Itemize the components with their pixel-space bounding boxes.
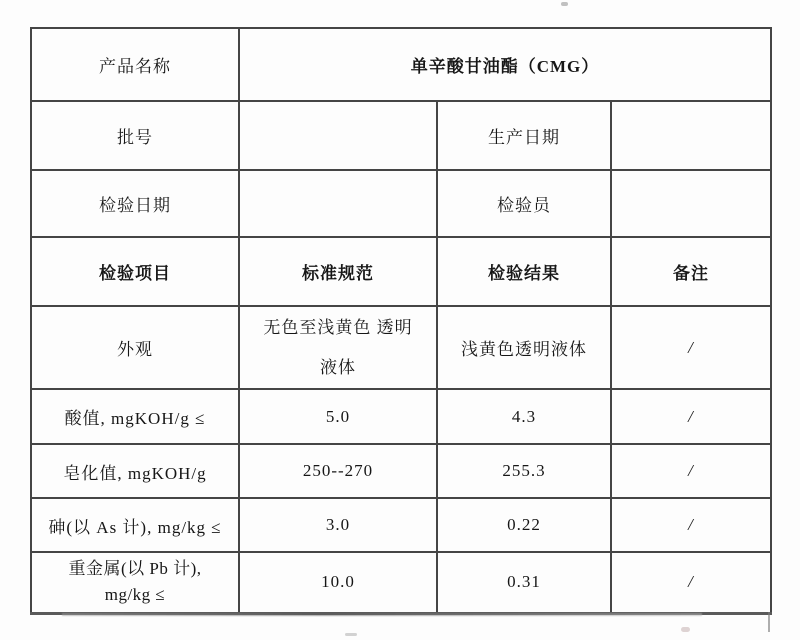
arsenic-remark: /	[611, 498, 771, 552]
acid-value-item: 酸值, mgKOH/g ≤	[31, 389, 239, 444]
saponification-item: 皂化值, mgKOH/g	[31, 444, 239, 498]
table-row-appearance	[31, 306, 771, 389]
heavy-metal-remark: /	[611, 552, 771, 613]
saponification-remark: /	[611, 444, 771, 498]
arsenic-spec: 3.0	[239, 498, 437, 552]
heavy-metal-item-line1: 重金属(以 Pb 计),	[68, 559, 202, 579]
product-name-value: 单辛酸甘油酯（CMG）	[239, 28, 771, 101]
inspector-blank	[611, 170, 771, 237]
inspection-date-label: 检验日期	[31, 170, 239, 237]
scan-right-border-tail	[768, 612, 770, 632]
acid-value-remark: /	[611, 389, 771, 444]
product-row	[31, 28, 771, 101]
heavy-metal-spec: 10.0	[239, 552, 437, 613]
inspector-label: 检验员	[437, 170, 611, 237]
appearance-remark: /	[611, 306, 771, 389]
appearance-spec-line2: 液体	[320, 357, 356, 377]
inspection-date-row	[31, 170, 771, 237]
appearance-spec-line1: 无色至浅黄色 透明	[263, 317, 413, 337]
heavy-metal-item-line2: mg/kg ≤	[104, 585, 166, 605]
batch-row	[31, 101, 771, 170]
production-date-label: 生产日期	[437, 101, 611, 170]
product-name-label: 产品名称	[31, 28, 239, 101]
header-standard-spec: 标准规范	[239, 237, 437, 306]
scan-speck-bottom-center	[345, 633, 357, 636]
inspection-date-blank	[239, 170, 437, 237]
scan-speck-bottom-right	[681, 627, 690, 632]
production-date-blank	[611, 101, 771, 170]
table-row-heavy-metal	[31, 552, 771, 613]
saponification-result: 255.3	[437, 444, 611, 498]
inspection-report-table	[30, 27, 772, 615]
saponification-spec: 250--270	[239, 444, 437, 498]
appearance-spec	[239, 306, 437, 389]
column-header-row	[31, 237, 771, 306]
appearance-result: 浅黄色透明液体	[437, 306, 611, 389]
heavy-metal-result: 0.31	[437, 552, 611, 613]
scan-speck-top	[561, 2, 568, 6]
arsenic-item: 砷(以 As 计), mg/kg ≤	[31, 498, 239, 552]
appearance-item: 外观	[31, 306, 239, 389]
table-row-acid-value	[31, 389, 771, 444]
table-row-arsenic	[31, 498, 771, 552]
header-inspection-item: 检验项目	[31, 237, 239, 306]
acid-value-spec: 5.0	[239, 389, 437, 444]
arsenic-result: 0.22	[437, 498, 611, 552]
header-inspection-result: 检验结果	[437, 237, 611, 306]
table-row-saponification-value	[31, 444, 771, 498]
batch-label: 批号	[31, 101, 239, 170]
header-remark: 备注	[611, 237, 771, 306]
batch-value-blank	[239, 101, 437, 170]
heavy-metal-item	[31, 552, 239, 613]
acid-value-result: 4.3	[437, 389, 611, 444]
